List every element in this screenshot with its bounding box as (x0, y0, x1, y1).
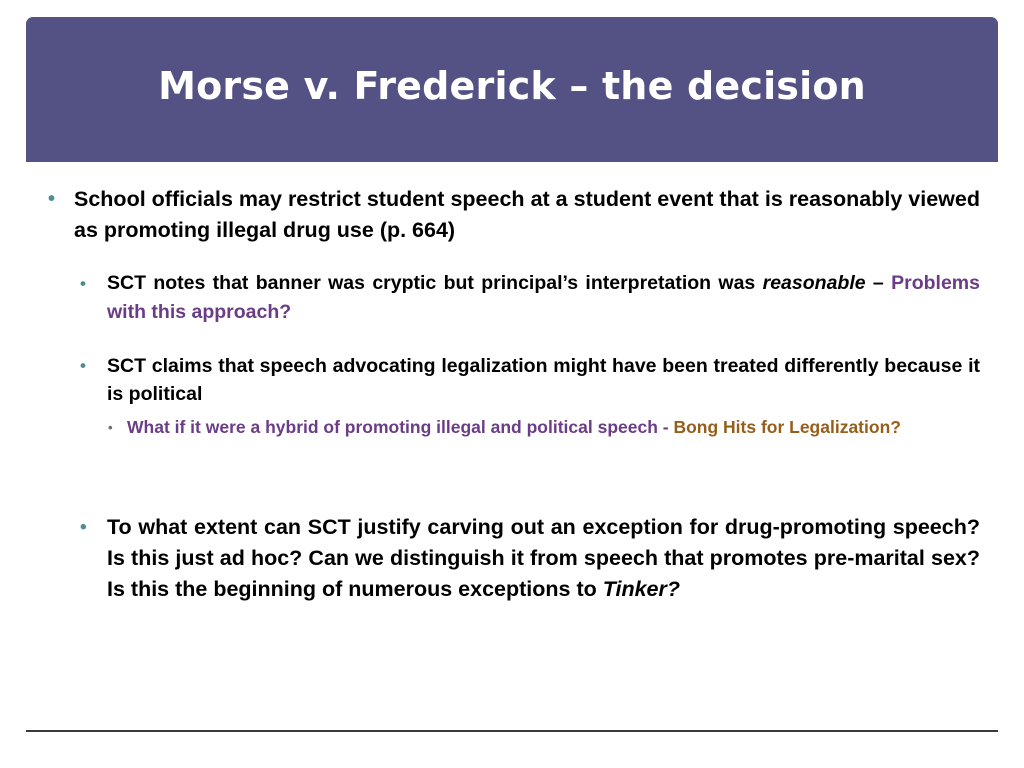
slide-title: Morse v. Frederick – the decision (158, 63, 866, 108)
bullet-text (107, 512, 980, 605)
bullet-text-italic: Tinker? (602, 577, 680, 601)
bullet-text-question: What if it were a hybrid of promoting illegal and political speech - (127, 417, 674, 437)
bullet-level1-restrict-speech (48, 184, 980, 246)
bullet-text: School officials may restrict student speech at a student event that is reasonably viewed as promoting illegal drug use (p. 664) (74, 187, 980, 242)
footer-divider (26, 730, 998, 732)
bullet-text: SCT claims that speech advocating legalization might have been treated differently because it is political (107, 355, 980, 405)
bullet-text-main: To what extent can SCT justify carving out an exception for drug-promoting speech? Is this just ad hoc? Can we distinguish it from speech that promotes pre-marital sex? Is this the beginning of numerous exceptions to (107, 515, 980, 601)
bullet-text-italic: reasonable (762, 272, 866, 294)
bullet-marker: • (48, 188, 56, 210)
bullet-marker: • (80, 274, 86, 293)
bullet-marker: • (80, 356, 86, 375)
bullet-level2-exception-question (80, 512, 980, 605)
bullet-text (107, 269, 980, 327)
bullet-text-dash: – (865, 272, 892, 294)
bullet-marker: • (108, 420, 113, 435)
bullet-text-main: SCT notes that banner was cryptic but principal’s interpretation was (107, 272, 756, 294)
bullet-level2-banner-cryptic (80, 269, 980, 327)
bullet-text (127, 414, 980, 441)
bullet-text-example: Bong Hits for Legalization? (673, 417, 901, 437)
bullet-level3-hybrid-speech (108, 414, 980, 441)
bullet-level2-political-speech (80, 352, 980, 408)
bullet-marker: • (80, 517, 87, 538)
bullet-text-highlight: Problems with this approach? (107, 272, 980, 323)
